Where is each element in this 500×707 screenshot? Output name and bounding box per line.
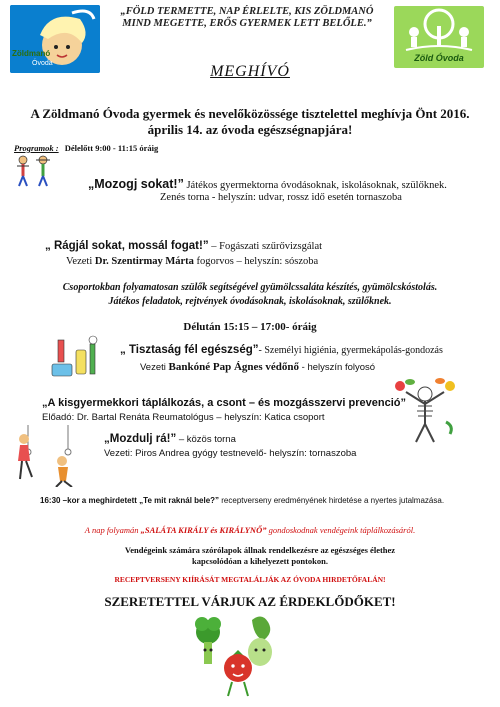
hygiene-icon xyxy=(48,334,106,382)
program-header xyxy=(14,143,158,153)
program-label: Programok : xyxy=(14,143,59,153)
salad-pre: A nap folyamán xyxy=(84,525,141,535)
mozogj-desc2: Zenés torna - helyszín: udvar, rossz idő esetén tornaszoba xyxy=(160,192,402,203)
leaflets-text: Vendégeink számára szórólapok állnak rendelkezésre az egészséges élethez kapcsolódóan a kihelyezett pontokon. xyxy=(124,545,396,566)
kisgyermek-desc: Előadó: Dr. Bartal Renáta Reumatológus – helyszín: Katica csoport xyxy=(42,412,325,423)
mozdulj-dash: – közös torna xyxy=(176,434,236,445)
mozogj-title: „Mozogj sokat!” xyxy=(88,177,184,191)
groups-line1: Csoportokban folyamatosan szülők segítségével gyümölcssaláta készítés, gyümölcskóstolás. xyxy=(62,282,438,293)
quiz-title: „Te mit raknál bele?” xyxy=(139,496,220,505)
ragjal-dash: – Fogászati szűrővizsgálat xyxy=(208,241,323,252)
groups-text xyxy=(0,281,500,309)
skeleton-food-icon xyxy=(390,378,460,446)
vegetables-characters-icon xyxy=(188,612,288,700)
tisztasag-desc: - Személyi higiénia, gyermekápolás-gondozás xyxy=(258,345,443,356)
logo-right-text: Zöld Óvoda xyxy=(414,53,464,63)
mozdulj-title: „Mozdulj rá!” xyxy=(104,433,177,445)
ragjal-lead-name: Dr. Szentirmay Márta xyxy=(94,256,194,267)
tisztasag-lead xyxy=(140,361,375,373)
kisgyermek-title: „A kisgyermekkori táplálkozás, a csont – és mozgásszervi prevenció” xyxy=(42,397,406,409)
mozogj-line xyxy=(88,177,498,191)
salad-name: „SALÁTA KIRÁLY és KIRÁLYNŐ” xyxy=(140,525,267,535)
salad-line xyxy=(0,525,500,535)
tisztasag-lead-pre: Vezeti xyxy=(140,362,169,373)
page-title: MEGHÍVÓ xyxy=(210,63,290,80)
groups-line2: Játékos feladatok, rejtvények óvodásoknak, iskolásoknak, szülőknek. xyxy=(108,296,392,307)
tisztasag-lead-name: Bankóné Pap Ágnes védőnő xyxy=(168,361,300,373)
kids-exercise-icon xyxy=(14,154,54,188)
tisztasag-title: „ Tisztaság fél egészség” xyxy=(120,344,259,356)
ragjal-lead xyxy=(66,256,318,267)
tree-children-icon xyxy=(394,6,484,54)
quiz-line xyxy=(40,496,444,505)
salad-post: gondoskodnak vendégeink táplálkozásáról. xyxy=(266,525,416,535)
gymnastics-icon xyxy=(14,425,84,487)
header-quote: „FÖLD TERMETTE, NAP ÉRLELTE, KIS ZÖLDMANÓ MIND MEGETTE, ERŐS GYERMEK LETT BELŐLE.” xyxy=(120,6,374,29)
mozdulj-desc: Vezeti: Piros Andrea gyógy testnevelő- helyszín: tornaszoba xyxy=(104,448,357,459)
zold-ovoda-logo xyxy=(394,6,484,68)
ragjal-lead-post: fogorvos – helyszín: sószoba xyxy=(193,256,319,267)
mozdulj-line xyxy=(104,433,236,445)
ragjal-title: „ Rágjál sokat, mossál fogat!” xyxy=(45,240,209,252)
recipe-notice: RECEPTVERSENY KIÍRÁSÁT MEGTALÁLJÁK AZ ÓVODA HIRDETŐFALÁN! xyxy=(114,575,386,584)
intro-text: A Zöldmanó Óvoda gyermek és nevelőközössége tisztelettel meghívja Önt 2016. április 14. az óvoda egészségnapjára! xyxy=(30,106,470,137)
logo-left-sub: Óvoda xyxy=(32,60,53,67)
morning-time: Délelőtt 9:00 - 11:15 óráig xyxy=(64,143,159,153)
logo-left-text: Zöldmanó xyxy=(12,49,51,58)
tisztasag-line xyxy=(120,344,500,356)
tisztasag-lead-post: - helyszín folyosó xyxy=(299,362,376,373)
mozogj-desc: Játékos gyermektorna óvodásoknak, iskolásoknak, szülőknek. xyxy=(186,180,447,191)
quiz-post: receptverseny eredményének hirdetése a nyertes jutalmazása. xyxy=(219,496,445,505)
ragjal-line xyxy=(45,240,322,252)
closing-text: SZERETETTEL VÁRJUK AZ ÉRDEKLŐDŐKET! xyxy=(104,594,396,609)
afternoon-time: Délután 15:15 – 17:00- óráig xyxy=(183,321,317,333)
ragjal-lead-pre: Vezeti xyxy=(66,256,95,267)
quiz-pre: 16:30 –kor a meghirdetett xyxy=(40,496,140,505)
